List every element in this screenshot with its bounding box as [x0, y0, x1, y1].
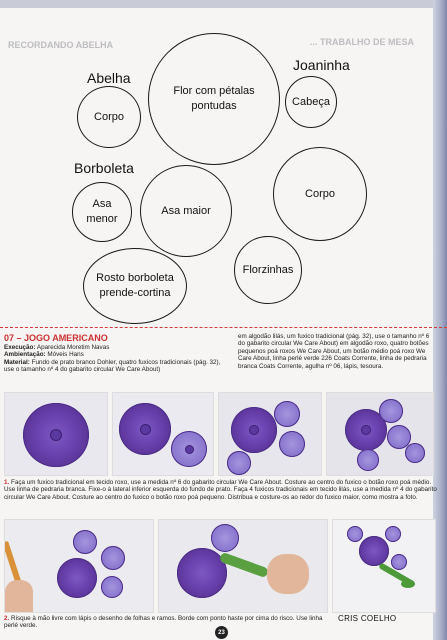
- step-1-number: 1.: [4, 479, 10, 486]
- circle-corpo-abelha-label: Corpo: [94, 110, 124, 123]
- photo-step1-a: [4, 392, 108, 476]
- article-title: 07 – JOGO AMERICANO: [4, 333, 108, 343]
- page-number: 23: [215, 626, 228, 639]
- execucao-line: [4, 344, 224, 351]
- photo-step2-a: [4, 519, 154, 613]
- circle-asa-maior-label: Asa maior: [161, 204, 211, 217]
- fuxico-large-e: [57, 558, 97, 598]
- material-label: Material:: [4, 358, 30, 366]
- fuxico-small-d4: [405, 443, 425, 463]
- ghost-left-title: RECORDANDO ABELHA: [8, 40, 114, 50]
- step-1: [4, 479, 442, 501]
- button-b: [140, 424, 151, 435]
- embroidered-leaf: [401, 580, 415, 588]
- ghost-right-title: ... TRABALHO DE MESA: [310, 37, 415, 47]
- circle-florzinhas: [234, 236, 302, 304]
- button-c: [249, 425, 259, 435]
- section-divider: [0, 327, 447, 328]
- circle-flor-label: Flor com pétalas pontudas: [173, 85, 255, 112]
- ambientacao-label: Ambientação:: [4, 351, 46, 359]
- ambientacao-line: [4, 351, 224, 358]
- photo-step2-b: [158, 519, 328, 613]
- material-line: [4, 359, 224, 374]
- circle-corpo-abelha: [77, 86, 141, 148]
- hand: [5, 580, 33, 613]
- photo-step1-c: [218, 392, 322, 476]
- fuxico-small-g2: [385, 526, 401, 542]
- execucao-value: Aparecida Moretim Navas: [36, 344, 110, 351]
- hand-b: [267, 554, 309, 594]
- photo-step1-d: [326, 392, 434, 476]
- button-medium: [50, 429, 62, 441]
- circle-asa-menor: [72, 182, 132, 242]
- top-edge: [0, 0, 447, 8]
- material-value: Fundo de prato branco Dohler, quatro fuxicos tradicionais (pág. 32), use o tamanho nº 4 do gabarito circular We Care About): [4, 358, 221, 374]
- circle-florzinhas-label: Florzinhas: [242, 263, 294, 276]
- article-credits: [4, 344, 224, 374]
- circle-flor: [148, 33, 280, 165]
- circle-cabeca-label: Cabeça: [292, 95, 330, 108]
- step-1-text: Faça um fuxico tradicional em tecido roxo, use a medida nº 6 do gabarito circular We Care About. Costure ao centro do fuxico o botão roxo poá médio. Use linha de pedraria branca. Fixe-o à lateral inferior esquerda do fundo de prato. Faça 4 fuxicos tradicionais em tecido lilás, use a medida nº 4 do gabarito circular We Care About. Costure ao centro do fuxico o botão roxo poá pequeno. Distribua e costure-os ao redor do fuxico maior, como mostra a foto.: [4, 479, 437, 501]
- circle-rosto: [83, 248, 187, 324]
- photo-step2-c: [332, 519, 436, 613]
- fuxico-small-e2: [101, 546, 125, 570]
- fuxico-small-c2: [279, 431, 305, 457]
- circle-asa-maior: [140, 165, 232, 257]
- fuxico-small-d3: [357, 449, 379, 471]
- fuxico-small-f1: [211, 524, 239, 552]
- photo-step1-b: [112, 392, 214, 476]
- execucao-label: Execução:: [4, 344, 36, 351]
- fuxico-small-g3: [391, 554, 407, 570]
- label-joaninha: Joaninha: [293, 57, 350, 73]
- fuxico-small-e3: [101, 576, 123, 598]
- fuxico-small-e1: [73, 530, 97, 554]
- label-borboleta: Borboleta: [74, 160, 134, 176]
- fuxico-small-c1: [274, 401, 300, 427]
- step-2: [4, 615, 334, 630]
- circle-corpo-joaninha-label: Corpo: [305, 187, 335, 200]
- photo-credit: CRIS COELHO: [338, 614, 397, 623]
- circle-corpo-joaninha: [273, 147, 367, 241]
- circle-asa-menor-label: Asa menor: [86, 198, 118, 225]
- button-d: [361, 425, 371, 435]
- fuxico-large-g: [359, 536, 389, 566]
- button-small-b: [185, 445, 194, 454]
- step-2-number: 2.: [4, 615, 10, 622]
- fuxico-small-g1: [347, 526, 363, 542]
- ambientacao-value: Móveis Hans: [47, 351, 84, 359]
- article-column-2: em algodão lilás, um fuxico tradicional (pág. 32), use o tamanho nº 6 do gabarito circular We Care About) em algodão roxo, quatro botões pequenos poá roxos We Care About, um botão médio poá roxo We Care About, linha perlé verde 226 Coats Corrente, linha de pedraria branca Coats Corrente, agulha nº 06, lápis, tesoura.: [238, 333, 430, 370]
- fuxico-small-c3: [227, 451, 251, 475]
- circle-rosto-label: Rosto borboleta prende-cortina: [96, 272, 174, 299]
- label-abelha: Abelha: [87, 70, 131, 86]
- step-2-text: Risque à mão livre com lápis o desenho de folhas e ramos. Borde com ponto haste por cima do risco. Use linha perlé verde.: [4, 615, 323, 630]
- circle-cabeca: [285, 76, 337, 128]
- fuxico-small-d1: [379, 399, 403, 423]
